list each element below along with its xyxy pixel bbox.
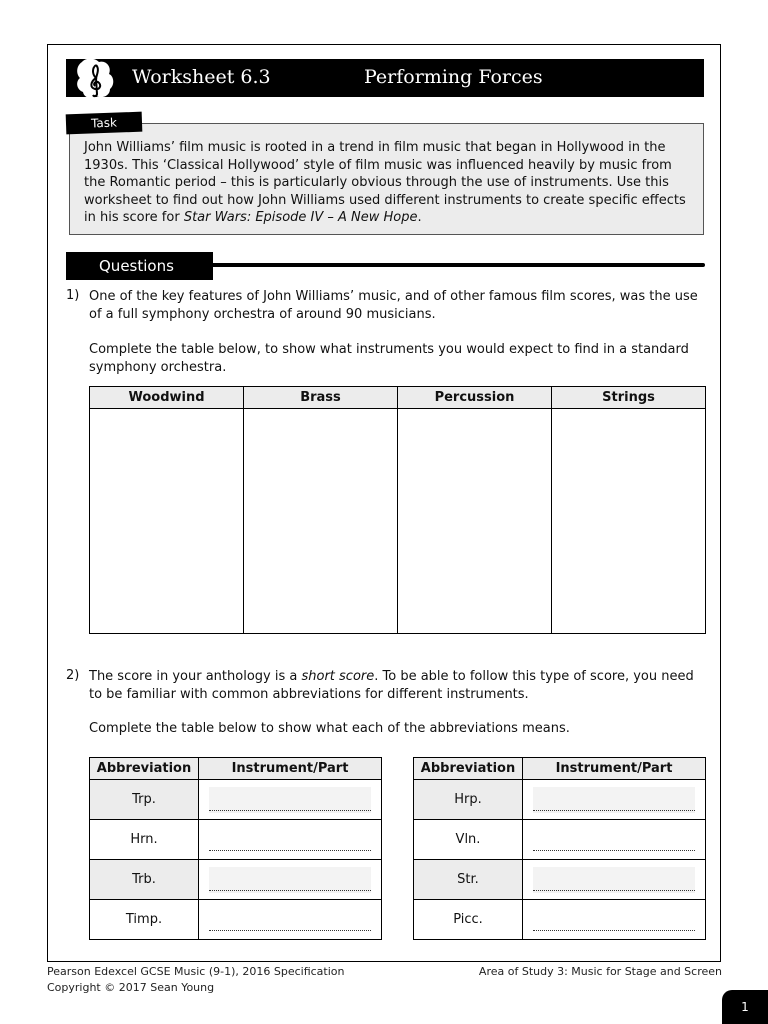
strings-answer-cell[interactable]	[552, 409, 706, 634]
answer-field[interactable]	[523, 780, 706, 820]
abbreviation-cell: Timp.	[90, 900, 199, 940]
table-row	[90, 860, 382, 900]
question-2-text-part1: The score in your anthology is a	[89, 669, 302, 684]
col-abbreviation: Abbreviation	[414, 758, 523, 780]
table-row	[414, 780, 706, 820]
abbreviation-table-left	[89, 757, 382, 940]
task-film-title: Star Wars: Episode IV – A New Hope	[183, 210, 418, 226]
table-row	[90, 900, 382, 940]
treble-clef-logo-icon	[74, 56, 116, 100]
questions-heading	[66, 252, 213, 280]
abbreviation-cell: Hrp.	[414, 780, 523, 820]
question-2-italic: short score	[301, 669, 375, 684]
footer-area-of-study: Area of Study 3: Music for Stage and Screen	[478, 965, 722, 978]
col-instrument: Instrument/Part	[199, 758, 382, 780]
abbreviation-cell: Picc.	[414, 900, 523, 940]
answer-field[interactable]	[523, 900, 706, 940]
brass-answer-cell[interactable]	[244, 409, 398, 634]
table-row	[90, 820, 382, 860]
table-row	[90, 780, 382, 820]
col-woodwind: Woodwind	[90, 387, 244, 409]
task-tag: Task	[66, 112, 143, 135]
abbreviation-cell: Vln.	[414, 820, 523, 860]
abbreviation-cell: Hrn.	[90, 820, 199, 860]
table-row	[414, 860, 706, 900]
answer-field[interactable]	[199, 860, 382, 900]
answer-field[interactable]	[523, 860, 706, 900]
footer-specification: Pearson Edexcel GCSE Music (9-1), 2016 Specification	[47, 965, 345, 978]
question-2-text-part2: . To be able to follow this type of score, you need to be familiar with common abbreviations for different instruments.	[89, 669, 694, 702]
orchestra-answer-row	[90, 409, 706, 634]
worksheet-header	[66, 59, 704, 97]
orchestra-table-header	[90, 387, 706, 409]
table-row	[414, 820, 706, 860]
task-description	[84, 139, 694, 227]
question-2-instruction: Complete the table below to show what each of the abbreviations means.	[89, 721, 570, 736]
questions-heading-label: Questions	[99, 257, 174, 275]
question-1-text: One of the key features of John Williams’ music, and of other famous film scores, was the use of a full symphony orchestra of around 90 musicians.	[89, 289, 698, 322]
col-abbreviation: Abbreviation	[90, 758, 199, 780]
task-text-part1: John Williams’ film music is rooted in a trend in film music that began in Hollywood in the 1930s. This ‘Classical Hollywood’ style of film music was influenced heavily by music from the Romantic period – this is particularly obvious through the use of instruments. Use this worksheet to find out how John Williams used different instruments to create specific effects in his score for	[84, 140, 686, 226]
question-2-number: 2)	[66, 668, 80, 683]
col-brass: Brass	[244, 387, 398, 409]
abbreviation-cell: Str.	[414, 860, 523, 900]
col-strings: Strings	[552, 387, 706, 409]
answer-field[interactable]	[199, 780, 382, 820]
worksheet-title: Performing Forces	[364, 66, 543, 88]
answer-field[interactable]	[523, 820, 706, 860]
answer-field[interactable]	[199, 900, 382, 940]
question-2-text	[89, 668, 709, 703]
footer-copyright: Copyright © 2017 Sean Young	[47, 981, 215, 994]
abbreviation-cell: Trp.	[90, 780, 199, 820]
table-row	[414, 900, 706, 940]
abbreviation-table-right	[413, 757, 706, 940]
col-percussion: Percussion	[398, 387, 552, 409]
woodwind-answer-cell[interactable]	[90, 409, 244, 634]
question-1-number: 1)	[66, 288, 80, 303]
questions-divider	[210, 263, 705, 267]
question-1-instruction: Complete the table below, to show what instruments you would expect to find in a standard symphony orchestra.	[89, 342, 689, 375]
worksheet-number: Worksheet 6.3	[132, 66, 271, 88]
abbreviation-cell: Trb.	[90, 860, 199, 900]
page-number: 1	[722, 990, 768, 1024]
percussion-answer-cell[interactable]	[398, 409, 552, 634]
answer-field[interactable]	[199, 820, 382, 860]
orchestra-table	[89, 386, 706, 634]
task-text-part2: .	[417, 210, 422, 226]
col-instrument: Instrument/Part	[523, 758, 706, 780]
